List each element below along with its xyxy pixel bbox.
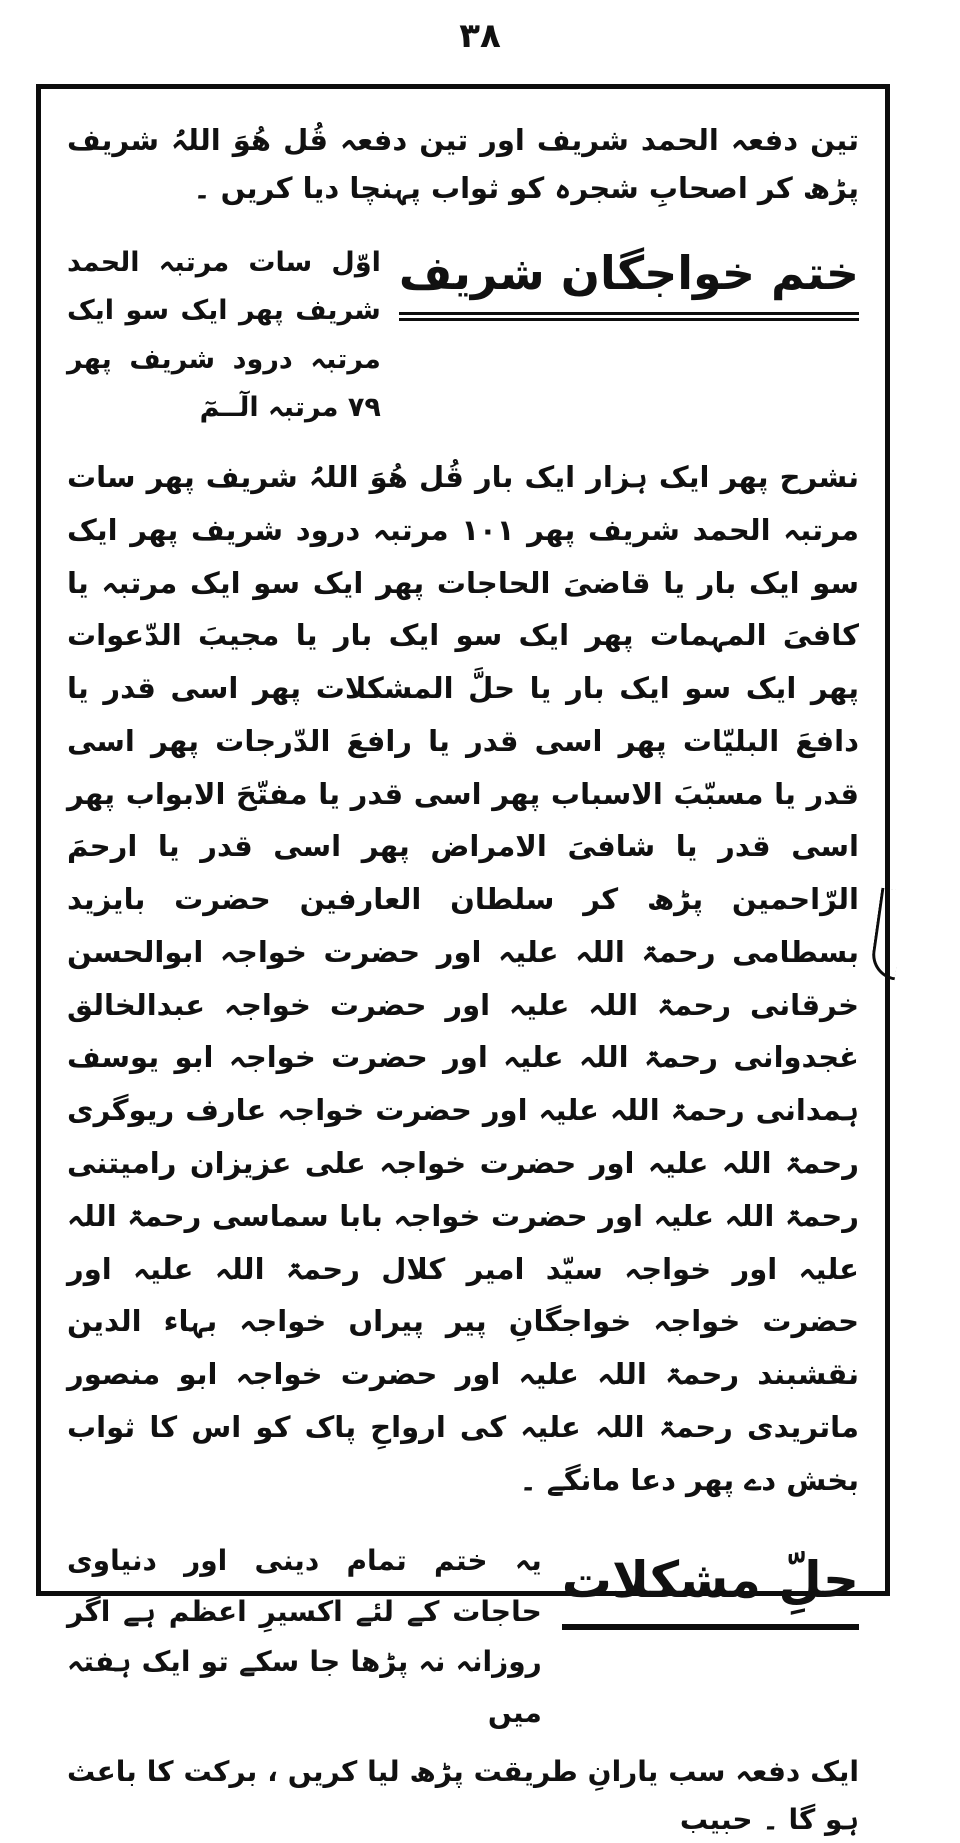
intro-paragraph: تین دفعہ الحمد شریف اور تین دفعہ قُل ھُوَ اللہُ شریف پڑھ کر اصحابِ شجرہ کو ثواب پہنچا دیا کریں ۔ — [67, 123, 859, 205]
page-number: ۳۸ — [459, 16, 501, 56]
khatm-heading: ختم خواجگان شریف — [399, 245, 859, 322]
khatm-section — [67, 239, 859, 433]
hal-heading-wrap — [562, 1536, 859, 1630]
closing-line: ایک دفعہ سب یارانِ طریقت پڑھ لیا کریں ، برکت کا باعث ہو گا ۔ حبیب — [67, 1754, 859, 1836]
khatm-body-text: نشرح پھر ایک ہزار ایک بار قُل ھُوَ اللہُ شریف پھر سات مرتبہ الحمد شریف پھر ۱۰۱ مرتبہ درود شریف پھر ایک سو ایک بار یا قاضیَ الحاجات پھر ایک سو ایک مرتبہ یا کافیَ المہمات پھر ایک سو ایک بار یا مجیبَ الدّعوات پھر ایک سو ایک بار یا حلَّ المشکلات پھر اسی قدر یا دافعَ البلیّات پھر اسی قدر یا رافعَ الدّرجات پھر اسی قدر یا مسبّبَ الاسباب پھر اسی قدر یا مفتّحَ الابواب پھر اسی قدر یا شافیَ الامراض پھر اسی قدر یا ارحمَ الرّاحمین پڑھ کر سلطان العارفین حضرت بایزید بسطامی رحمۃ اللہ علیہ اور حضرت خواجہ ابوالحسن خرقانی رحمۃ اللہ علیہ اور حضرت خواجہ عبدالخالق غجدوانی رحمۃ اللہ علیہ اور حضرت خواجہ ابو یوسف ہمدانی رحمۃ اللہ علیہ اور حضرت خواجہ عارف ریوگری رحمۃ اللہ علیہ اور حضرت خواجہ علی عزیزان رامیتنی رحمۃ اللہ علیہ اور حضرت خواجہ بابا سماسی رحمۃ اللہ علیہ اور خواجہ سیّد امیر کلال رحمۃ اللہ علیہ اور حضرت خواجہ خواجگانِ پیر پیراں خواجہ بہاء الدین نقشبند رحمۃ اللہ علیہ اور حضرت خواجہ ابو منصور ماتریدی رحمۃ اللہ علیہ کی ارواحِ پاک کو اس کا ثواب بخش دے پھر دعا مانگے ۔ — [67, 460, 859, 1497]
hal-heading: حلِّ مشکلات — [562, 1550, 859, 1630]
hal-text: یہ ختم تمام دینی اور دنیاوی حاجات کے لئے اکسیرِ اعظم ہے اگر روزانہ نہ پڑھا جا سکے تو ایک ہفتہ میں — [67, 1544, 542, 1729]
content-frame — [36, 84, 890, 1836]
margin-mark — [869, 888, 907, 981]
khatm-heading-wrap — [399, 239, 859, 322]
khatm-intro-text: اوّل سات مرتبہ الحمد شریف پھر ایک سو ایک مرتبہ درود شریف پھر ۷۹ مرتبہ الٓــمٓ — [67, 246, 381, 424]
hal-section — [67, 1536, 859, 1738]
